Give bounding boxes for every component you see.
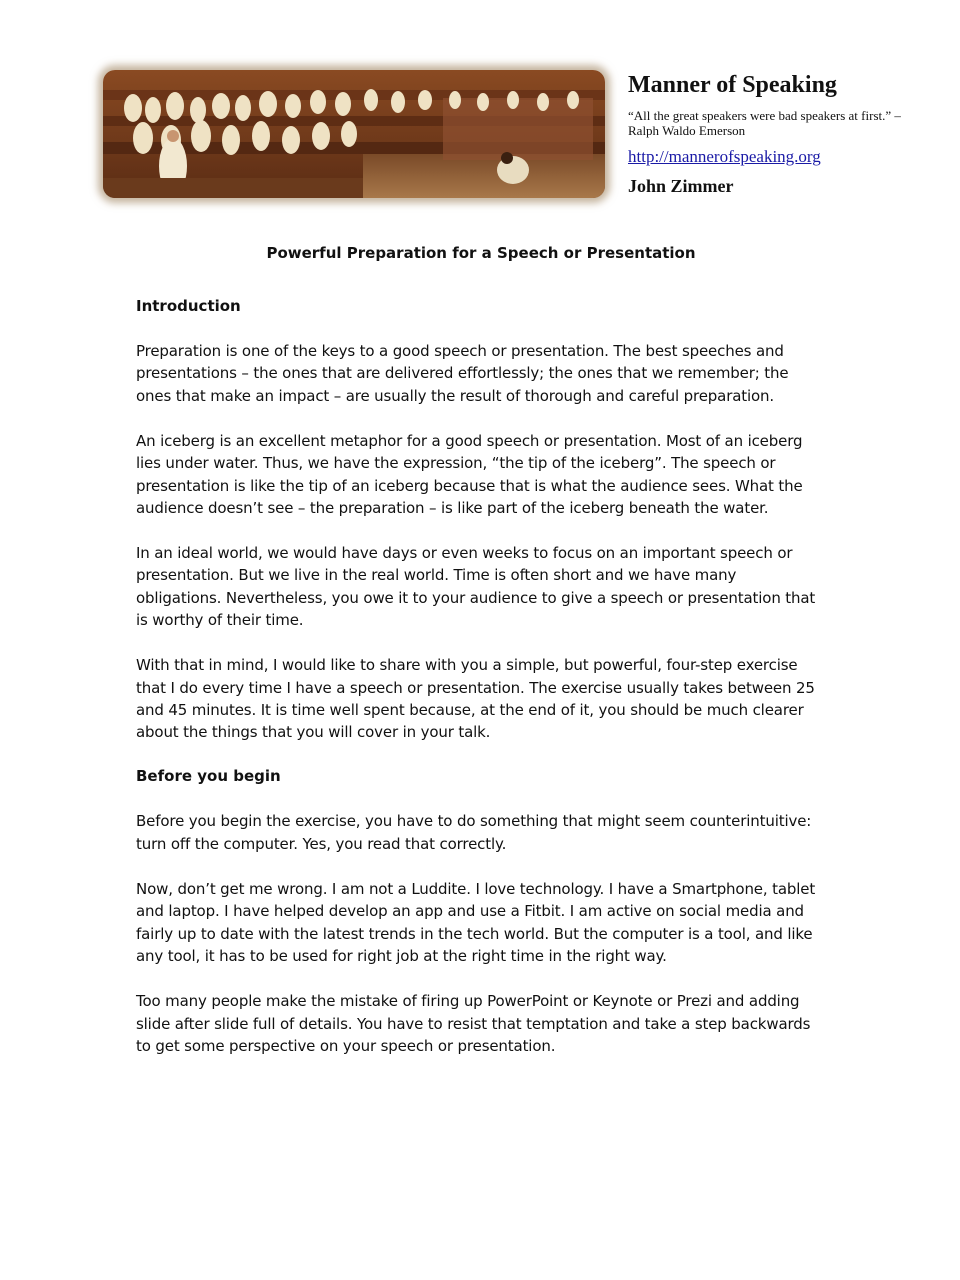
- author-name: John Zimmer: [628, 176, 734, 196]
- roman-senate-painting: [103, 70, 605, 198]
- site-url-link[interactable]: http://mannerofspeaking.org: [628, 147, 821, 166]
- masthead: [628, 70, 928, 197]
- document-body: [136, 243, 826, 1080]
- paragraph: Now, don’t get me wrong. I am not a Luddite. I love technology. I have a Smartphone, tablet and laptop. I have helped develop an app and use a Fitbit. I am active on social media and fairly up to date with the latest trends in the tech world. But the computer is a tool, and like any tool, it has to be used for right job at the right time in the right way.: [136, 879, 816, 966]
- section-heading-introduction: Introduction: [136, 297, 241, 315]
- document-title: Powerful Preparation for a Speech or Presentation: [266, 244, 696, 262]
- paragraph: In an ideal world, we would have days or even weeks to focus on an important speech or presentation. But we live in the real world. Time is often short and we have many obligations. Nevertheless, you owe it to your audience to give a speech or presentation that is worthy of their time.: [136, 544, 816, 630]
- paragraph: Preparation is one of the keys to a good speech or presentation. The best speeches and presentations – the ones that are delivered effortlessly; the ones that we remember; the ones that make an impact – are usually the result of thorough and careful preparation.: [136, 342, 789, 405]
- paragraph: Too many people make the mistake of firing up PowerPoint or Keynote or Prezi and adding slide after slide full of details. You have to resist that temptation and take a step backwards to get some perspective on your speech or presentation.: [136, 992, 811, 1055]
- paragraph: With that in mind, I would like to share with you a simple, but powerful, four-step exercise that I do every time I have a speech or presentation. The exercise usually takes between 25 and 45 minutes. It is time well spent because, at the end of it, you should be much clearer about the things that you will cover in your talk.: [136, 656, 815, 742]
- site-title: Manner of Speaking: [628, 72, 837, 98]
- header-painting: [103, 70, 605, 198]
- emerson-quote: “All the great speakers were bad speakers at first.” – Ralph Waldo Emerson: [628, 108, 901, 138]
- paragraph: An iceberg is an excellent metaphor for a good speech or presentation. Most of an iceberg lies under water. Thus, we have the expression, “the tip of the iceberg”. The speech or presentation is like the tip of an iceberg because that is what the audience sees. What the audience doesn’t see – the preparation – is like part of the iceberg beneath the water.: [136, 431, 803, 518]
- section-heading-before-you-begin: Before you begin: [136, 767, 281, 786]
- paragraph: Before you begin the exercise, you have to do something that might seem counterintuitive: turn off the computer. Yes, you read that correctly.: [136, 812, 812, 853]
